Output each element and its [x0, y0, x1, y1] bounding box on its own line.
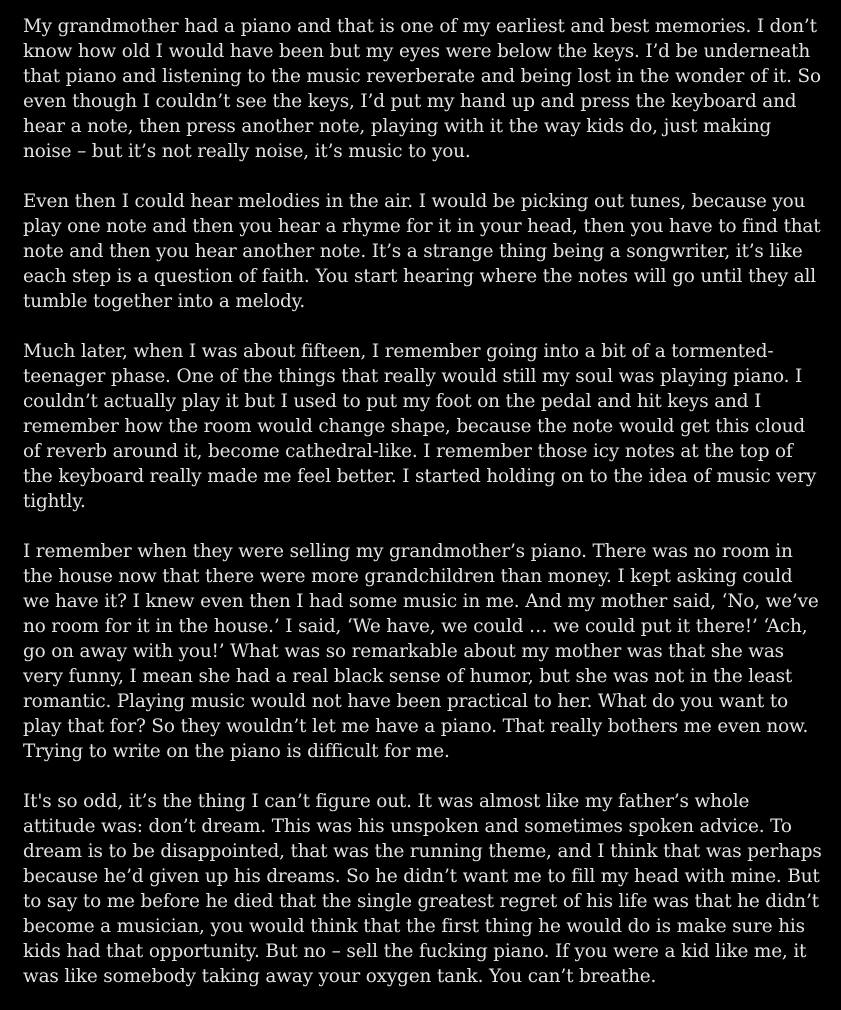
paragraph-5: It's so odd, it’s the thing I can’t figure out. It was almost like my father’s whole attitude was: don’t dream. This was his unspoken and sometimes spoken advice. To dream is to be disappointed, that was the running theme, and I think that was perhaps because he’d given up his dreams. So he didn’t want me to fill my head with mine. But to say to me before he died that the single greatest regret of his life was that he didn’t become a musician, you would think that the first thing he would do is make sure his kids had that opportunity. But no – sell the fucking piano. If you were a kid like me, it was like somebody taking away your oxygen tank. You can’t breathe.	[23, 791, 822, 987]
document-body	[23, 14, 823, 989]
paragraph-4: I remember when they were selling my grandmother’s piano. There was no room in the house now that there were more grandchildren than money. I kept asking could we have it? I knew even then I had some music in me. And my mother said, ‘No, we’ve no room for it in the house.’ I said, ‘We have, we could … we could put it there!’ ‘Ach, go on away with you!’ What was so remarkable about my mother was that she was very funny, I mean she had a real black sense of humor, but she was not in the least romantic. Playing music would not have been practical to her. What do you want to play that for? So they wouldn’t let me have a piano. That really bothers me even now. Trying to write on the piano is difficult for me.	[23, 541, 819, 762]
paragraph-1: My grandmother had a piano and that is one of my earliest and best memories. I don’t know how old I would have been but my eyes were below the keys. I’d be underneath that piano and listening to the music reverberate and being lost in the wonder of it. So even though I couldn’t see the keys, I’d put my hand up and press the keyboard and hear a note, then press another note, playing with it the way kids do, just making noise – but it’s not really noise, it’s music to you.	[23, 16, 821, 162]
paragraph-3: Much later, when I was about fifteen, I remember going into a bit of a tormented-teenager phase. One of the things that really would still my soul was playing piano. I couldn’t actually play it but I used to put my foot on the pedal and hit keys and I remember how the room would change shape, because the note would get this cloud of reverb around it, become cathedral-like. I remember those icy notes at the top of the keyboard really made me feel better. I started holding on to the idea of music very tightly.	[23, 341, 817, 512]
paragraph-2: Even then I could hear melodies in the air. I would be picking out tunes, because you play one note and then you hear a rhyme for it in your head, then you have to find that note and then you hear another note. It’s a strange thing being a songwriter, it’s like each step is a question of faith. You start hearing where the notes will go until they all tumble together into a melody.	[23, 191, 821, 312]
